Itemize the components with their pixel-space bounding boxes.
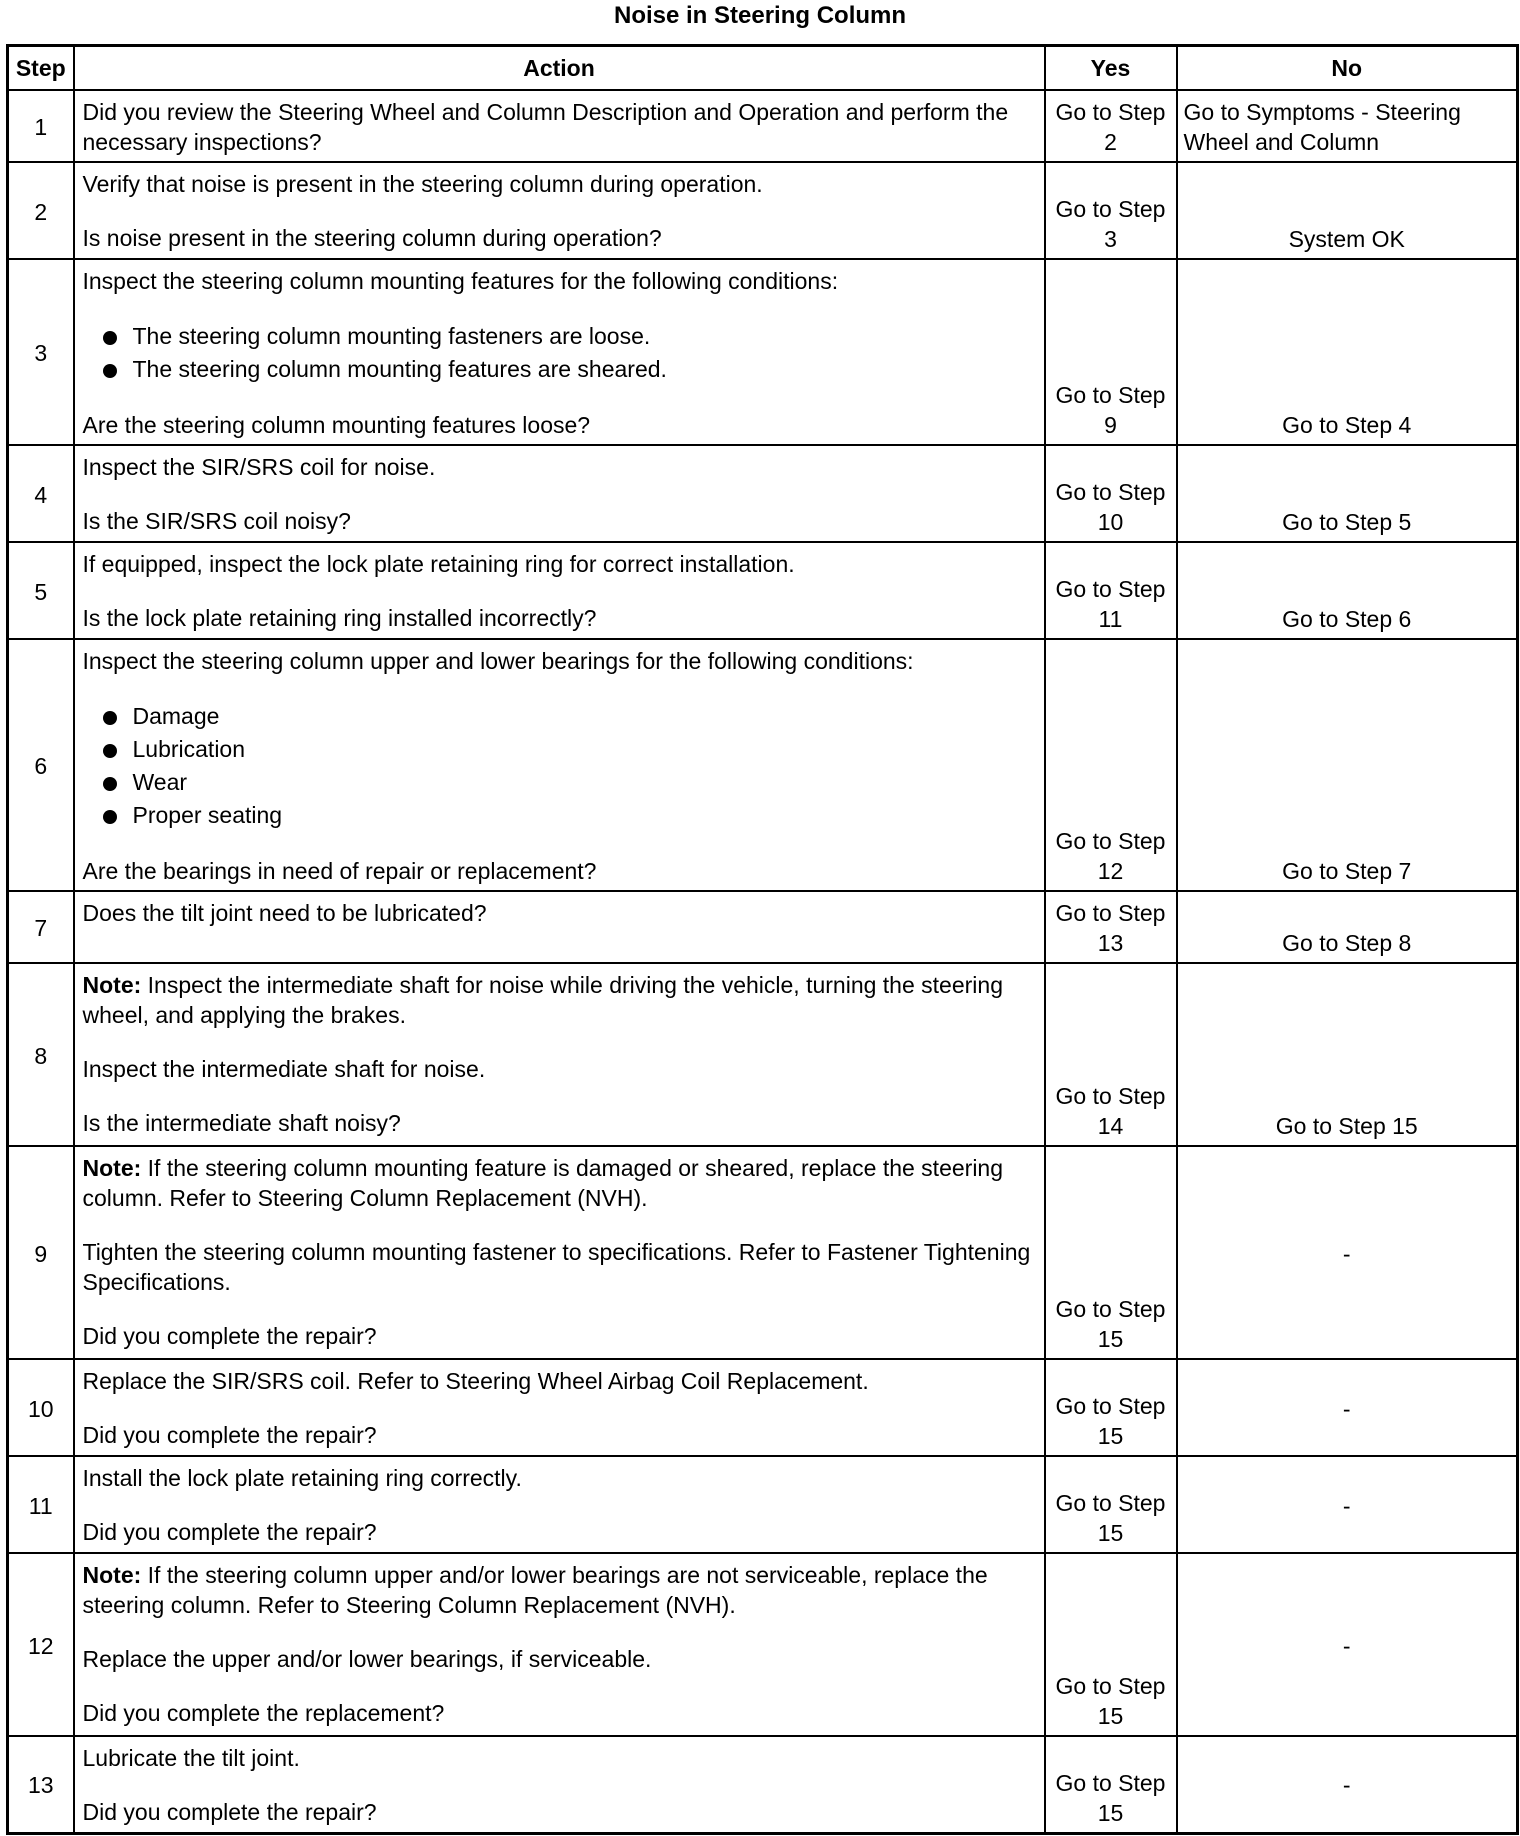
yes-step-number: 11 bbox=[1098, 606, 1123, 632]
no-cell: Go to Step 5 bbox=[1177, 445, 1518, 542]
action-cell bbox=[74, 1736, 1045, 1833]
yes-step-number: 15 bbox=[1097, 1326, 1124, 1352]
action-paragraph bbox=[83, 1517, 1038, 1547]
action-paragraph bbox=[83, 898, 1038, 928]
action-text: Are the bearings in need of repair or replacement? bbox=[82, 858, 597, 884]
action-paragraph bbox=[83, 97, 1038, 157]
yes-cell bbox=[1045, 639, 1177, 891]
action-cell bbox=[74, 1456, 1045, 1553]
yes-cell bbox=[1045, 1456, 1177, 1553]
condition-item bbox=[83, 353, 1038, 386]
action-text: Did you complete the replacement? bbox=[82, 1700, 445, 1726]
action-cell bbox=[74, 639, 1045, 891]
no-cell: - bbox=[1177, 1553, 1518, 1736]
action-paragraph bbox=[83, 1366, 1038, 1396]
yes-step-number: 2 bbox=[1104, 129, 1117, 155]
condition-item bbox=[83, 766, 1038, 799]
step-number: 8 bbox=[8, 963, 74, 1146]
condition-item bbox=[83, 733, 1038, 766]
action-paragraph bbox=[83, 1321, 1038, 1351]
step-number: 3 bbox=[8, 259, 74, 445]
yes-goto-label: Go to Step bbox=[1055, 1673, 1166, 1699]
no-cell: Go to Step 7 bbox=[1177, 639, 1518, 891]
bullet-icon bbox=[103, 777, 117, 791]
yes-cell bbox=[1045, 162, 1177, 259]
action-paragraph bbox=[83, 1108, 1038, 1138]
step-number: 9 bbox=[8, 1146, 74, 1359]
table-row bbox=[8, 445, 1518, 542]
action-text: Replace the upper and/or lower bearings, if serviceable. bbox=[82, 1646, 652, 1672]
no-cell: - bbox=[1177, 1456, 1518, 1553]
step-number: 2 bbox=[8, 162, 74, 259]
action-text: Did you complete the repair? bbox=[82, 1519, 377, 1545]
yes-goto-label: Go to Step bbox=[1055, 1769, 1166, 1796]
action-cell bbox=[74, 445, 1045, 542]
table-row bbox=[8, 259, 1518, 445]
no-cell: Go to Symptoms - Steering Wheel and Column bbox=[1177, 90, 1518, 162]
step-number: 11 bbox=[8, 1456, 74, 1553]
step-number: 13 bbox=[8, 1736, 74, 1833]
action-text: Did you complete the repair? bbox=[82, 1799, 377, 1825]
yes-step-number: 15 bbox=[1097, 1703, 1124, 1729]
action-text: Inspect the intermediate shaft for noise while driving the vehicle, turning the steering wheel, and applying the brakes. bbox=[82, 972, 1003, 1028]
action-paragraph bbox=[83, 1237, 1038, 1297]
yes-cell bbox=[1045, 542, 1177, 639]
no-cell: - bbox=[1177, 1359, 1518, 1456]
action-text: Inspect the intermediate shaft for noise. bbox=[82, 1056, 486, 1082]
action-paragraph bbox=[83, 1463, 1038, 1493]
no-cell: Go to Step 6 bbox=[1177, 542, 1518, 639]
yes-goto-label: Go to Step bbox=[1055, 382, 1166, 408]
action-paragraph bbox=[83, 266, 1038, 296]
note-paragraph bbox=[83, 1153, 1038, 1213]
note-label: Note: bbox=[82, 1562, 142, 1588]
header-no: No bbox=[1177, 46, 1518, 91]
condition-text: The steering column mounting fasteners are loose. bbox=[132, 323, 651, 349]
yes-goto-label: Go to Step bbox=[1055, 828, 1166, 854]
condition-text: The steering column mounting features are sheared. bbox=[132, 356, 667, 382]
action-paragraph bbox=[83, 1797, 1038, 1827]
action-cell bbox=[74, 1359, 1045, 1456]
note-label: Note: bbox=[82, 1155, 142, 1181]
bullet-icon bbox=[103, 331, 117, 345]
header-yes: Yes bbox=[1045, 46, 1177, 91]
diagnostic-table bbox=[6, 44, 1519, 1835]
step-number: 7 bbox=[8, 891, 74, 963]
condition-text: Lubrication bbox=[132, 736, 246, 762]
action-paragraph bbox=[83, 410, 1038, 440]
yes-cell bbox=[1045, 90, 1177, 162]
action-paragraph bbox=[83, 452, 1038, 482]
yes-cell bbox=[1045, 1146, 1177, 1359]
step-number: 4 bbox=[8, 445, 74, 542]
no-cell: - bbox=[1177, 1736, 1518, 1833]
yes-goto-label: Go to Step bbox=[1055, 1490, 1166, 1516]
action-paragraph bbox=[83, 646, 1038, 676]
condition-text: Wear bbox=[132, 769, 188, 795]
action-text: Inspect the steering column upper and lower bearings for the following conditions: bbox=[82, 648, 914, 674]
action-paragraph bbox=[83, 1698, 1038, 1728]
yes-step-number: 3 bbox=[1104, 226, 1117, 252]
action-cell bbox=[74, 162, 1045, 259]
action-paragraph bbox=[83, 856, 1038, 886]
action-cell bbox=[74, 1553, 1045, 1736]
action-text: Inspect the SIR/SRS coil for noise. bbox=[82, 454, 436, 480]
action-text: If the steering column mounting feature is damaged or sheared, replace the steering column. Refer to Steering Column Replacement (NVH). bbox=[82, 1155, 1004, 1211]
bullet-icon bbox=[103, 711, 117, 725]
action-text: Did you complete the repair? bbox=[82, 1323, 377, 1349]
note-label: Note: bbox=[82, 972, 142, 998]
condition-text: Damage bbox=[132, 703, 220, 729]
action-cell bbox=[74, 1146, 1045, 1359]
no-cell: Go to Step 4 bbox=[1177, 259, 1518, 445]
action-paragraph bbox=[83, 169, 1038, 199]
condition-text: Proper seating bbox=[132, 802, 283, 828]
condition-list bbox=[83, 320, 1038, 386]
condition-item bbox=[83, 799, 1038, 832]
no-cell: System OK bbox=[1177, 162, 1518, 259]
yes-step-number: 15 bbox=[1097, 1520, 1124, 1546]
action-paragraph bbox=[83, 1054, 1038, 1084]
action-text: Tighten the steering column mounting fastener to specifications. Refer to Fastener Tightening Specifications. bbox=[82, 1239, 1031, 1295]
yes-cell bbox=[1045, 891, 1177, 963]
action-text: Install the lock plate retaining ring correctly. bbox=[82, 1465, 522, 1491]
page-title: Noise in Steering Column bbox=[613, 2, 907, 29]
yes-step-number: 14 bbox=[1097, 1113, 1124, 1139]
action-text: Are the steering column mounting features loose? bbox=[82, 412, 591, 438]
yes-goto-label: Go to Step bbox=[1055, 479, 1166, 505]
yes-step-number: 15 bbox=[1097, 1423, 1124, 1449]
action-cell bbox=[74, 259, 1045, 445]
step-number: 10 bbox=[8, 1359, 74, 1456]
step-number: 5 bbox=[8, 542, 74, 639]
action-text: Does the tilt joint need to be lubricated? bbox=[82, 900, 487, 926]
action-text: Inspect the steering column mounting features for the following conditions: bbox=[82, 268, 839, 294]
yes-cell bbox=[1045, 1359, 1177, 1456]
action-text: Verify that noise is present in the steering column during operation. bbox=[82, 171, 763, 197]
action-cell bbox=[74, 963, 1045, 1146]
action-text: If the steering column upper and/or lower bearings are not serviceable, replace the steering column. Refer to Steering Column Replacement (NVH). bbox=[82, 1562, 988, 1618]
header-step: Step bbox=[8, 46, 74, 91]
yes-cell bbox=[1045, 963, 1177, 1146]
yes-goto-label: Go to Step bbox=[1055, 1083, 1166, 1109]
action-cell bbox=[74, 542, 1045, 639]
condition-item bbox=[83, 320, 1038, 353]
action-text: If equipped, inspect the lock plate retaining ring for correct installation. bbox=[82, 551, 795, 577]
table-row bbox=[8, 90, 1518, 162]
action-paragraph bbox=[83, 1644, 1038, 1674]
yes-step-number: 15 bbox=[1097, 1799, 1124, 1826]
yes-cell bbox=[1045, 259, 1177, 445]
table-row bbox=[8, 1553, 1518, 1736]
yes-cell bbox=[1045, 1553, 1177, 1736]
yes-step-number: 9 bbox=[1104, 412, 1117, 438]
table-row bbox=[8, 1736, 1518, 1833]
yes-goto-label: Go to Step bbox=[1055, 900, 1166, 926]
action-text: Is the SIR/SRS coil noisy? bbox=[82, 508, 351, 534]
yes-cell bbox=[1045, 1736, 1177, 1833]
action-text: Did you complete the repair? bbox=[82, 1422, 377, 1448]
action-text: Did you review the Steering Wheel and Column Description and Operation and perform the necessary inspections? bbox=[82, 99, 1009, 155]
no-cell: Go to Step 15 bbox=[1177, 963, 1518, 1146]
yes-goto-label: Go to Step bbox=[1055, 1296, 1166, 1322]
yes-goto-label: Go to Step bbox=[1055, 99, 1166, 125]
action-paragraph bbox=[83, 1743, 1038, 1773]
note-paragraph bbox=[83, 970, 1038, 1030]
yes-goto-label: Go to Step bbox=[1055, 576, 1166, 602]
action-paragraph bbox=[83, 603, 1038, 633]
table-row bbox=[8, 891, 1518, 963]
action-cell bbox=[74, 891, 1045, 963]
table-row bbox=[8, 639, 1518, 891]
bullet-icon bbox=[103, 364, 117, 378]
condition-list bbox=[83, 700, 1038, 832]
action-paragraph bbox=[83, 1420, 1038, 1450]
step-number: 6 bbox=[8, 639, 74, 891]
condition-item bbox=[83, 700, 1038, 733]
no-cell: Go to Step 8 bbox=[1177, 891, 1518, 963]
yes-step-number: 10 bbox=[1097, 509, 1124, 535]
table-row bbox=[8, 1359, 1518, 1456]
table-row bbox=[8, 963, 1518, 1146]
note-paragraph bbox=[83, 1560, 1038, 1620]
action-text: Is the intermediate shaft noisy? bbox=[82, 1110, 401, 1136]
yes-goto-label: Go to Step bbox=[1055, 1393, 1166, 1419]
header-action: Action bbox=[74, 46, 1045, 91]
action-text: Lubricate the tilt joint. bbox=[82, 1745, 300, 1771]
yes-step-number: 12 bbox=[1097, 858, 1124, 884]
yes-goto-label: Go to Step bbox=[1055, 196, 1166, 222]
yes-step-number: 13 bbox=[1097, 930, 1124, 956]
table-row bbox=[8, 542, 1518, 639]
step-number: 12 bbox=[8, 1553, 74, 1736]
table-header-row bbox=[8, 46, 1518, 91]
action-paragraph bbox=[83, 549, 1038, 579]
action-text: Is noise present in the steering column during operation? bbox=[82, 225, 662, 251]
table-row bbox=[8, 162, 1518, 259]
action-cell bbox=[74, 90, 1045, 162]
table-row bbox=[8, 1146, 1518, 1359]
action-text: Is the lock plate retaining ring installed incorrectly? bbox=[82, 605, 597, 631]
action-text: Replace the SIR/SRS coil. Refer to Steering Wheel Airbag Coil Replacement. bbox=[82, 1368, 869, 1394]
yes-cell bbox=[1045, 445, 1177, 542]
bullet-icon bbox=[103, 744, 117, 758]
table-row bbox=[8, 1456, 1518, 1553]
bullet-icon bbox=[103, 810, 117, 824]
no-cell: - bbox=[1177, 1146, 1518, 1359]
action-paragraph bbox=[83, 506, 1038, 536]
action-paragraph bbox=[83, 223, 1038, 253]
step-number: 1 bbox=[8, 90, 74, 162]
